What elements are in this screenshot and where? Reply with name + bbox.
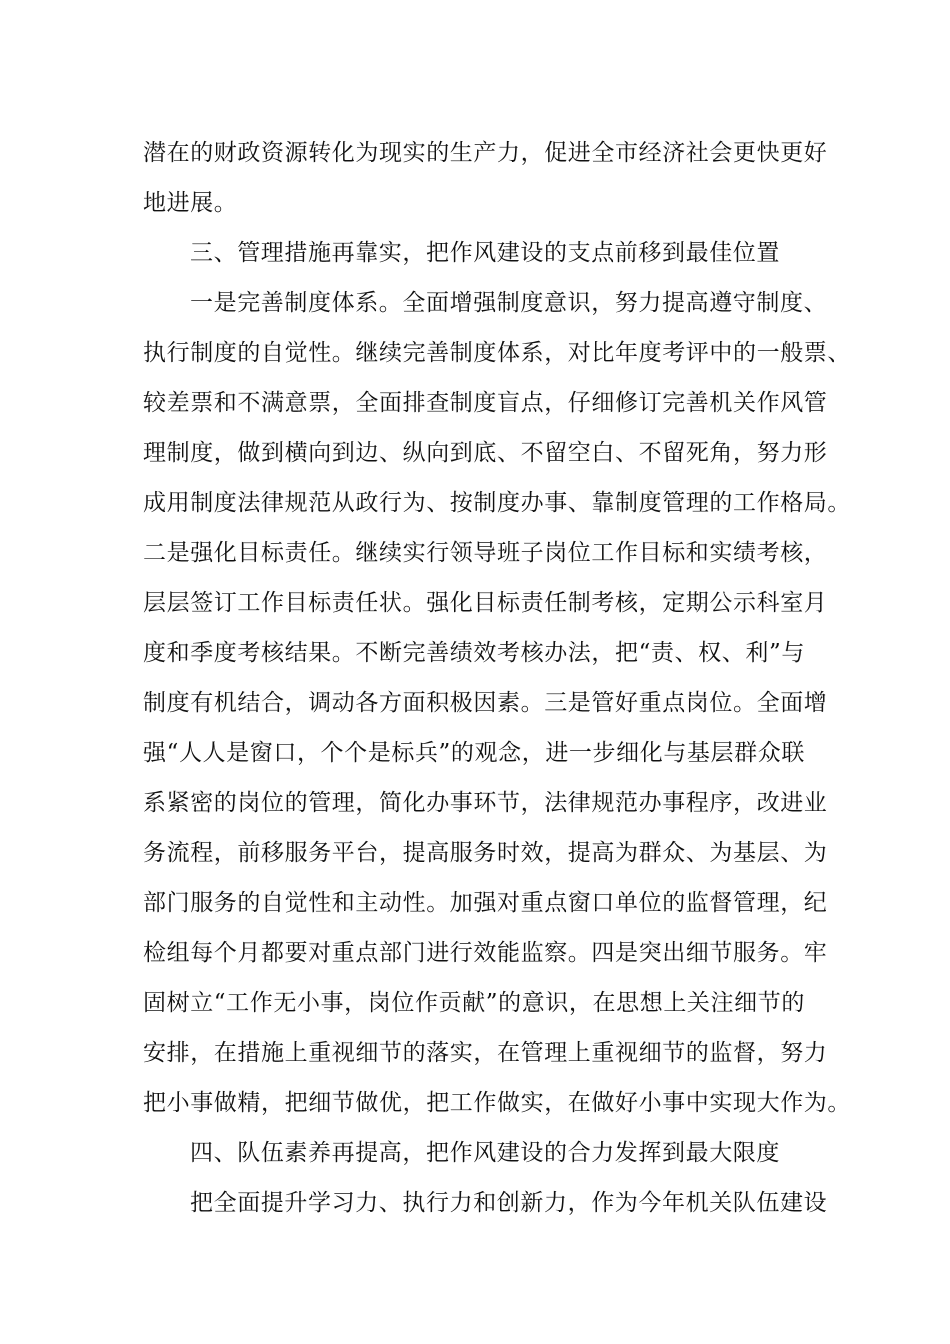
text-line: 成用制度法律规范从政行为、按制度办事、靠制度管理的工作格局。 [143, 490, 851, 516]
text-line: 理制度，做到横向到边、纵向到底、不留空白、不留死角，努力形 [143, 440, 828, 466]
text-line: 执行制度的自觉性。继续完善制度体系，对比年度考评中的一般票、 [143, 340, 851, 366]
text-line: 务流程，前移服务平台，提高服务时效，提高为群众、为基层、为 [143, 840, 828, 866]
text-line: 二是强化目标责任。继续实行领导班子岗位工作目标和实绩考核， [143, 540, 828, 566]
text-line: 制度有机结合，调动各方面积极因素。三是管好重点岗位。全面增 [143, 690, 828, 716]
text-line: 系紧密的岗位的管理，简化办事环节，法律规范办事程序，改进业 [143, 790, 828, 816]
text-line: 层层签订工作目标责任状。强化目标责任制考核，定期公示科室月 [143, 590, 828, 616]
section-heading: 四、队伍素养再提高，把作风建设的合力发挥到最大限度 [190, 1140, 780, 1166]
text-line: 一是完善制度体系。全面增强制度意识，努力提高遵守制度、 [190, 290, 828, 316]
text-line: 强“人人是窗口，个个是标兵”的观念，进一步细化与基层群众联 [143, 740, 805, 766]
section-heading: 三、管理措施再靠实，把作风建设的支点前移到最佳位置 [190, 240, 780, 266]
text-line: 把全面提升学习力、执行力和创新力，作为今年机关队伍建设 [190, 1190, 828, 1216]
text-line: 检组每个月都要对重点部门进行效能监察。四是突出细节服务。牢 [143, 940, 828, 966]
text-line: 安排，在措施上重视细节的落实，在管理上重视细节的监督，努力 [143, 1040, 828, 1066]
text-line: 固树立“工作无小事，岗位作贡献”的意识，在思想上关注细节的 [143, 990, 805, 1016]
text-line: 潜在的财政资源转化为现实的生产力，促进全市经济社会更快更好 [143, 140, 828, 166]
text-line: 较差票和不满意票，全面排查制度盲点，仔细修订完善机关作风管 [143, 390, 828, 416]
text-line: 把小事做精，把细节做优，把工作做实，在做好小事中实现大作为。 [143, 1090, 851, 1116]
text-line: 部门服务的自觉性和主动性。加强对重点窗口单位的监督管理，纪 [143, 890, 828, 916]
text-line: 地进展。 [143, 190, 238, 216]
text-line: 度和季度考核结果。不断完善绩效考核办法，把“责、权、利”与 [143, 640, 805, 666]
